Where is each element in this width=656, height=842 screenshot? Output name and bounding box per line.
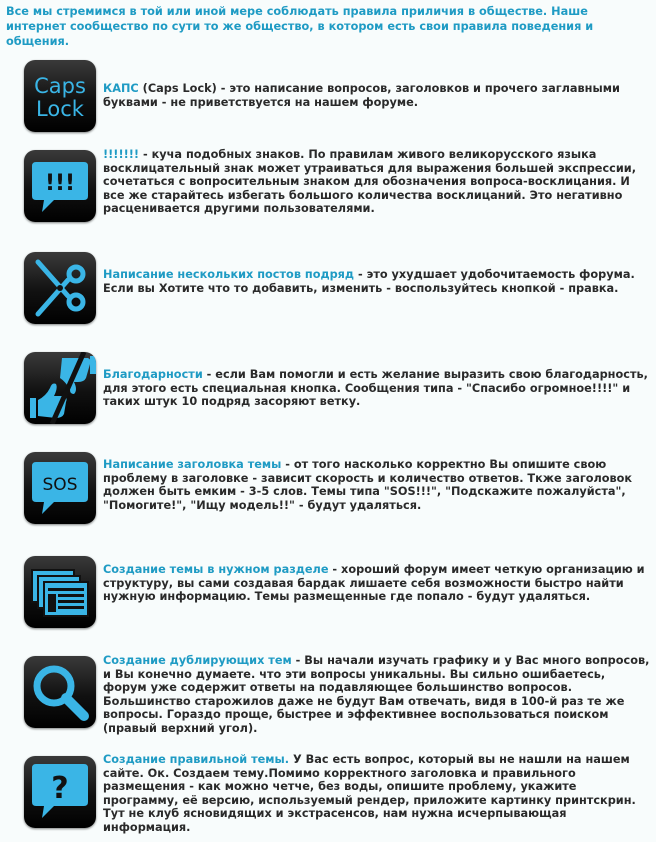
rule-term: Создание правильной темы. [103,753,290,766]
rule-term: Благодарности [103,368,203,381]
caps-lock-icon [24,60,96,132]
rule-text [103,654,651,736]
caps-icon-line1: Caps [34,74,86,98]
sos-glyph: SOS [42,475,78,495]
rule-text [103,563,651,604]
rule-text [103,368,651,409]
rule-desc: - от того насколько корректно Вы опишите свою проблему в заголовке - зависит скорость и количество ответов. Ткже заголовок должен быть емким - 3-5 слов. Темы типа "SOS!!!", "Подскажите пожалуйста", "Помогите!", "Ищу модель!!" - будут удаляться. [103,458,633,512]
rule-term: Создание темы в нужном разделе [103,563,329,576]
search-icon [24,656,96,728]
caps-icon-line2: Lock [36,97,84,121]
rule-text [103,82,651,109]
intro-text: Все мы стремимся в той или иной мере соблюдать правила приличия в обществе. Наше интернет сообщество по сути то же общество, в котором есть свои правила поведения и общения. [6,5,594,48]
rule-text [103,753,651,835]
rule-desc: - Вы начали изучать графику и у Вас много вопросов, и Вы конечно думаете. что эти вопросы уникальны. Вы сильно ошибаетесь, форум уже содержит ответы на подавляющее большинство вопросов. Большинство старожилов даже не будут Вам отвечать, видя в 100-й раз те же вопросы. Гораздо проще, быстрее и эффективнее воспользоваться поиском (правый верхний угол). [103,654,650,735]
rule-text [103,148,651,216]
rule-text [103,458,651,512]
thumbs-icon [24,352,96,424]
rule-desc: - если Вам помогли и есть желание выразить свою благодарность, для этого есть специальная кнопка. Сообщения типа - "Спасибо огромное!!!!" и таких штук 10 подряд засоряют ветку. [103,368,648,409]
rule-desc: - куча подобных знаков. По правилам живого великорусского языка восклицательный знак может утраиваться для выражения большей экспрессии, сочетаться с вопросительным знаком для обозначения вопроса-восклицания. И все же старайтесь избегать большого количества восклицаний. Это негативно расценивается другими пользователями. [103,148,636,216]
rule-term: КАПС [103,82,139,95]
rule-desc: (Caps Lock) - это написание вопросов, заголовков и прочего заглавными буквами - не приветствуется на нашем форуме. [103,82,620,109]
rule-desc: У Вас есть вопрос, который вы не нашли на нашем сайте. Ок. Создаем тему.Помимо корректного заголовка и правильного размещения - как можно четче, без воды, опишите проблему, укажите программу, её версию, используемый рендер, приложите картинку принтскрин. Тут не клуб ясновидящих и экстрасенсов, нам нужна исчерпывающая информация. [103,753,636,834]
rule-term: !!!!!!! [103,148,140,161]
windows-icon [24,556,96,628]
rule-desc: - хороший форум имеет четкую организацию и структуру, вы сами создавая бардак лишаете себя возможности быстро найти нужную информацию. Темы размещенные где попало - будут удаляться. [103,563,645,604]
exclaim-glyph: !!! [44,171,76,196]
rule-term: Написание нескольких постов подряд [103,268,355,281]
rule-term: Написание заголовка темы [103,458,282,471]
scissors-icon [24,252,96,324]
sos-bubble-icon [24,452,96,524]
exclamation-bubble-icon [24,150,96,222]
rule-term: Создание дублирующих тем [103,654,292,667]
rule-desc: - это ухудшает удобочитаемость форума. Если вы Хотите что то добавить, изменить - воспользуйтесь кнопкой - правка. [103,268,635,295]
question-glyph: ? [51,771,69,806]
question-bubble-icon [24,756,96,828]
rule-text [103,268,651,295]
